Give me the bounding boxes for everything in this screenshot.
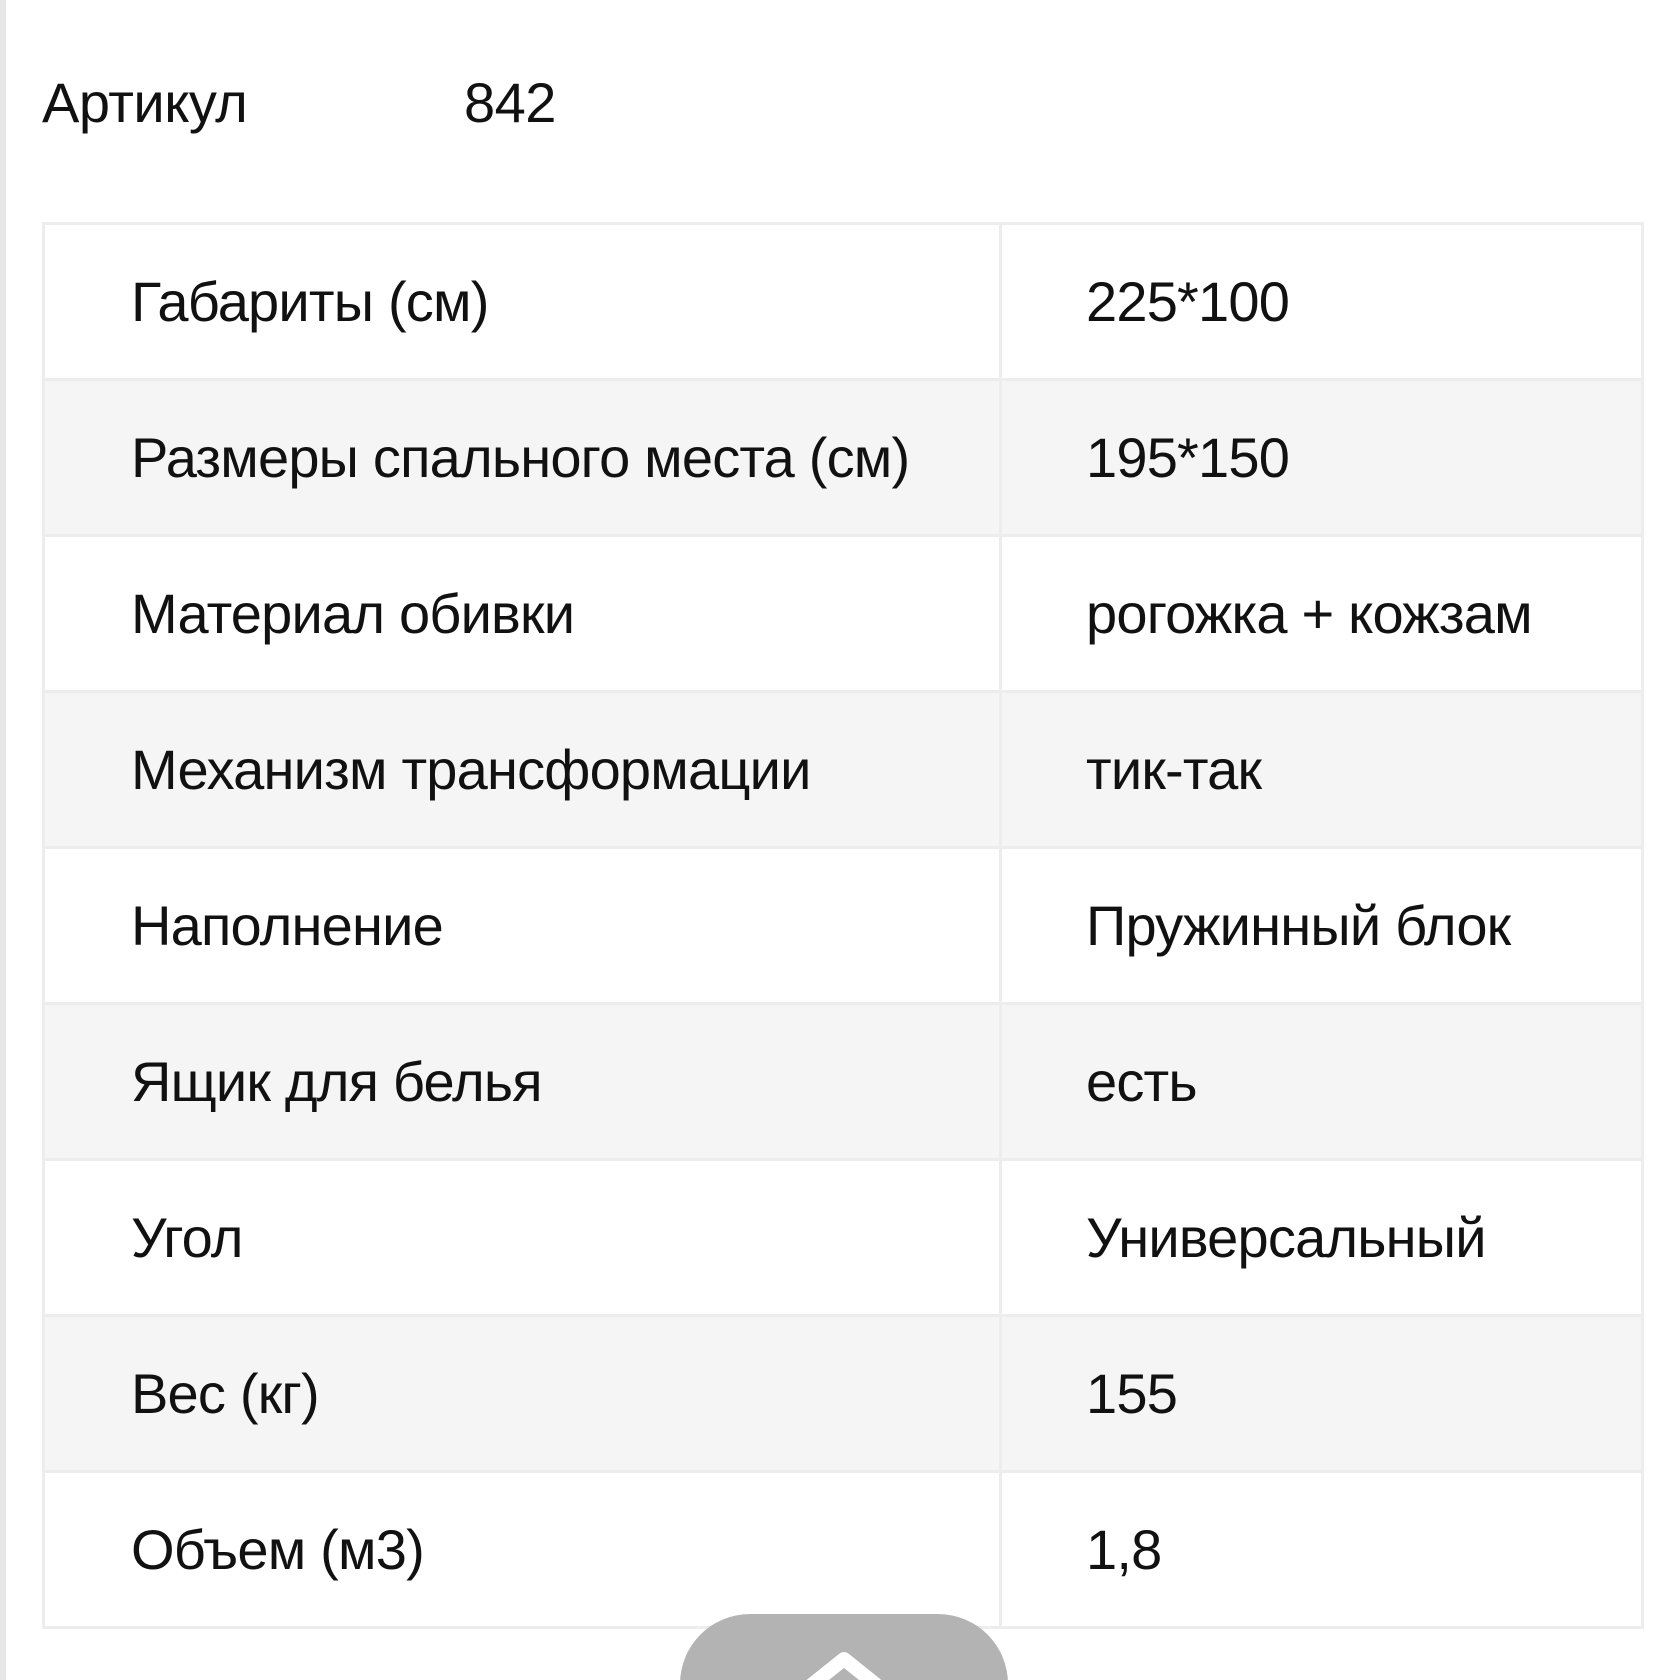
spec-value: есть bbox=[1001, 1004, 1643, 1160]
spec-key: Материал обивки bbox=[44, 536, 1001, 692]
table-row bbox=[44, 1160, 1643, 1316]
spec-value: Пружинный блок bbox=[1001, 848, 1643, 1004]
spec-key: Наполнение bbox=[44, 848, 1001, 1004]
spec-value: 1,8 bbox=[1001, 1472, 1643, 1628]
spec-key: Вес (кг) bbox=[44, 1316, 1001, 1472]
article-value: 842 bbox=[464, 70, 556, 134]
table-row bbox=[44, 848, 1643, 1004]
table-row bbox=[44, 380, 1643, 536]
table-row bbox=[44, 1316, 1643, 1472]
spec-value: рогожка + кожзам bbox=[1001, 536, 1643, 692]
table-row bbox=[44, 1472, 1643, 1628]
spec-key: Габариты (см) bbox=[44, 224, 1001, 380]
table-row bbox=[44, 1004, 1643, 1160]
specifications-table bbox=[42, 222, 1644, 1629]
table-row bbox=[44, 536, 1643, 692]
spec-value: Универсальный bbox=[1001, 1160, 1643, 1316]
spec-key: Объем (м3) bbox=[44, 1472, 1001, 1628]
chevron-up-icon bbox=[784, 1644, 904, 1680]
article-line bbox=[42, 62, 556, 142]
spec-key: Размеры спального места (см) bbox=[44, 380, 1001, 536]
spec-value: 155 bbox=[1001, 1316, 1643, 1472]
scroll-up-button[interactable] bbox=[680, 1614, 1008, 1680]
article-label: Артикул bbox=[42, 70, 248, 134]
spec-value: тик-так bbox=[1001, 692, 1643, 848]
spec-key: Угол bbox=[44, 1160, 1001, 1316]
table-row bbox=[44, 692, 1643, 848]
spec-key: Механизм трансформации bbox=[44, 692, 1001, 848]
page-left-border bbox=[0, 0, 6, 1680]
spec-value: 195*150 bbox=[1001, 380, 1643, 536]
spec-key: Ящик для белья bbox=[44, 1004, 1001, 1160]
table-row bbox=[44, 224, 1643, 380]
spec-value: 225*100 bbox=[1001, 224, 1643, 380]
